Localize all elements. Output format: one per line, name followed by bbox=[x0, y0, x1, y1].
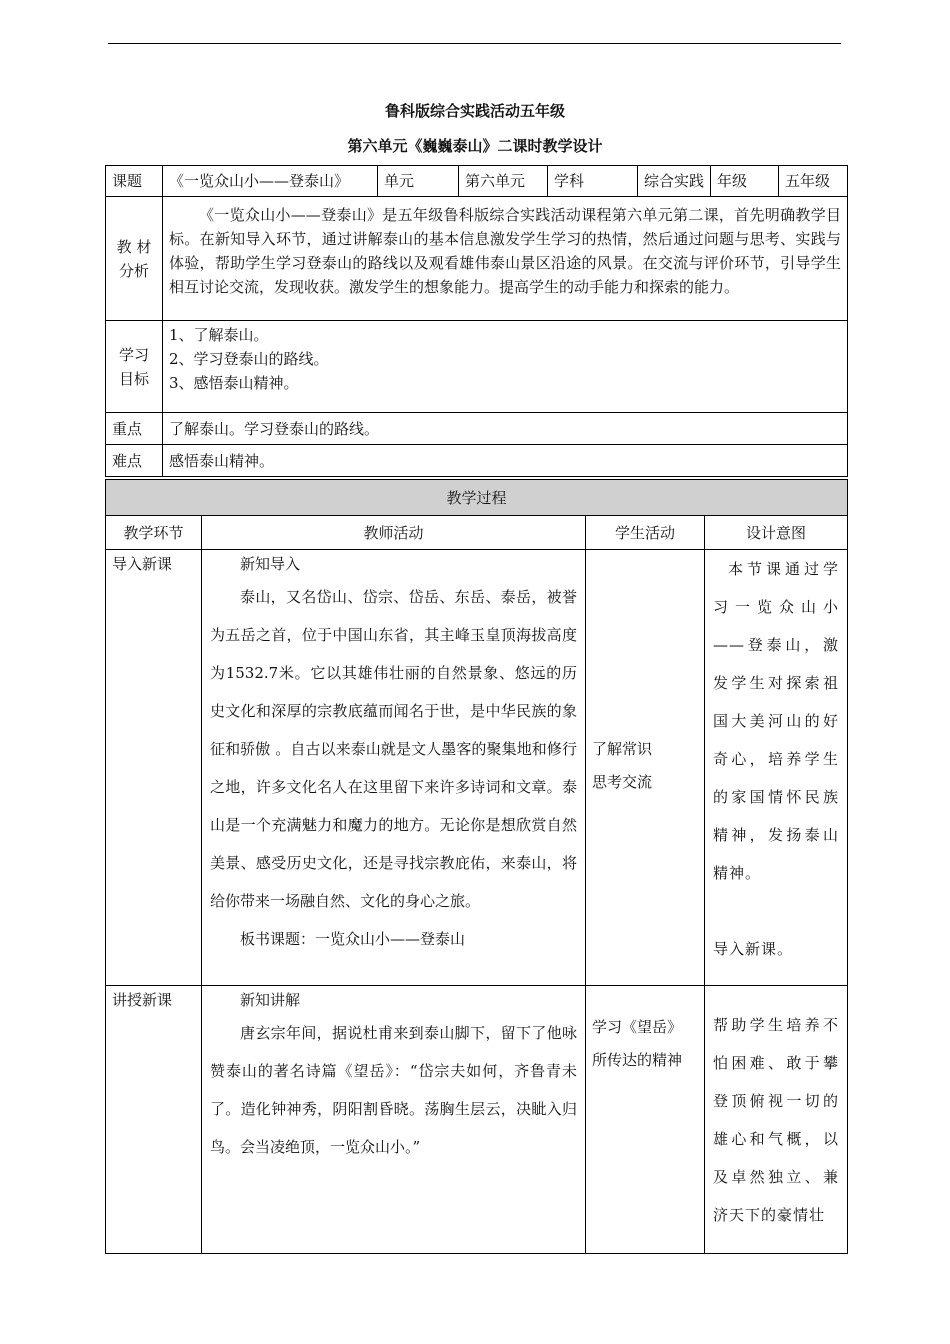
column-header: 教师活动 bbox=[202, 516, 586, 550]
goals-label bbox=[106, 321, 163, 413]
column-header: 教学环节 bbox=[106, 516, 202, 550]
analysis-label-line1: 教 材 bbox=[116, 237, 152, 256]
topic-value: 《一览众山小——登泰山》 bbox=[163, 166, 378, 197]
table-row bbox=[106, 166, 848, 197]
key-value: 了解泰山。学习登泰山的路线。 bbox=[163, 413, 848, 445]
grade-value: 五年级 bbox=[779, 166, 848, 197]
student-activity-line2: 所传达的精神 bbox=[592, 1051, 683, 1069]
student-activity-line1: 了解常识 bbox=[592, 740, 653, 758]
difficulty-label: 难点 bbox=[106, 445, 163, 477]
stage-cell: 讲授新课 bbox=[106, 986, 202, 1254]
analysis-label bbox=[106, 197, 163, 321]
design-intent-text: 帮助学生培养不怕困难、敢于攀登顶俯视一切的雄心和气概，以及卓然独立、兼济天下的豪情壮 bbox=[713, 1016, 840, 1224]
student-activity bbox=[586, 550, 705, 986]
document-title: 鲁科版综合实践活动五年级 bbox=[384, 102, 565, 120]
design-intent-text: 本节课通过学习一览众山小——登泰山，激发学生对探索祖国大美河山的好奇心，培养学生的家国情怀民族精神，发扬泰山精神。 bbox=[713, 560, 840, 882]
difficulty-value: 感悟泰山精神。 bbox=[163, 445, 848, 477]
design-intent bbox=[705, 550, 848, 986]
table-row bbox=[106, 445, 848, 477]
design-intent-text: 导入新课。 bbox=[713, 940, 794, 958]
list-item: 2、学习登泰山的路线。 bbox=[169, 350, 329, 368]
analysis-text: 《一览众山小——登泰山》是五年级鲁科版综合实践活动课程第六单元第二课，首先明确教学目标。在新知导入环节，通过讲解泰山的基本信息激发学生学习的热情，然后通过问题与思考、实践与体验，帮助学生学习登泰山的路线以及观看雄伟泰山景区沿途的风景。在交流与评价环节，引导学生相互讨论交流，发现收获。激发学生的想象能力。提高学生的动手能力和探索的能力。 bbox=[163, 197, 848, 321]
student-activity bbox=[586, 986, 705, 1254]
lesson-info-table bbox=[105, 165, 848, 477]
unit-value: 第六单元 bbox=[459, 166, 548, 197]
teacher-activity bbox=[202, 550, 586, 986]
list-item: 3、感悟泰山精神。 bbox=[169, 374, 299, 392]
teacher-activity bbox=[202, 986, 586, 1254]
goals-label-line2: 目标 bbox=[118, 369, 149, 388]
table-row bbox=[106, 550, 848, 986]
unit-label: 单元 bbox=[378, 166, 459, 197]
teaching-process-table bbox=[105, 479, 848, 1254]
table-row bbox=[106, 480, 848, 516]
topic-label: 课题 bbox=[106, 166, 163, 197]
column-header: 学生活动 bbox=[586, 516, 705, 550]
list-item: 1、了解泰山。 bbox=[169, 326, 269, 344]
column-header: 设计意图 bbox=[705, 516, 848, 550]
key-label: 重点 bbox=[106, 413, 163, 445]
goals-list bbox=[163, 321, 848, 413]
subject-value: 综合实践 bbox=[638, 166, 711, 197]
student-activity-line2: 思考交流 bbox=[592, 773, 653, 791]
teacher-board: 板书课题：一览众山小——登泰山 bbox=[240, 930, 466, 948]
table-row bbox=[106, 413, 848, 445]
analysis-label-line2: 分析 bbox=[118, 261, 149, 280]
stage-cell: 导入新课 bbox=[106, 550, 202, 986]
teacher-heading: 新知讲解 bbox=[240, 991, 301, 1009]
teacher-body: 唐玄宗年间，据说杜甫来到泰山脚下，留下了他咏赞泰山的著名诗篇《望岳》：“岱宗夫如何，齐鲁青未了。造化钟神秀，阴阳割昏晓。荡胸生层云，决眦入归鸟。会当凌绝顶，一览众山小。” bbox=[210, 1024, 577, 1156]
header-rule bbox=[108, 43, 841, 44]
teacher-heading: 新知导入 bbox=[240, 555, 301, 573]
design-intent bbox=[705, 986, 848, 1254]
grade-label: 年级 bbox=[711, 166, 779, 197]
table-row bbox=[106, 197, 848, 321]
student-activity-line1: 学习《望岳》 bbox=[592, 1018, 683, 1036]
goals-label-line1: 学习 bbox=[118, 345, 149, 364]
subject-label: 学科 bbox=[548, 166, 638, 197]
table-header-row bbox=[106, 516, 848, 550]
table-row bbox=[106, 321, 848, 413]
section-title: 教学过程 bbox=[106, 480, 848, 516]
teacher-body: 泰山，又名岱山、岱宗、岱岳、东岳、泰岳，被誉为五岳之首，位于中国山东省，其主峰玉皇顶海拔高度为1532.7米。它以其雄伟壮丽的自然景象、悠远的历史文化和深厚的宗教底蕴而闻名于世，是中华民族的象征和骄傲 。自古以来泰山就是文人墨客的聚集地和修行之地，许多文化名人在这里留下来许多诗词和文章。泰山是一个充满魅力和魔力的地方。无论你是想欣赏自然美景、感受历史文化，还是寻找宗教庇佑，来泰山，将给你带来一场融自然、文化的身心之旅。 bbox=[210, 588, 577, 910]
table-row bbox=[106, 986, 848, 1254]
document-subtitle: 第六单元《巍巍泰山》二课时教学设计 bbox=[347, 137, 603, 155]
